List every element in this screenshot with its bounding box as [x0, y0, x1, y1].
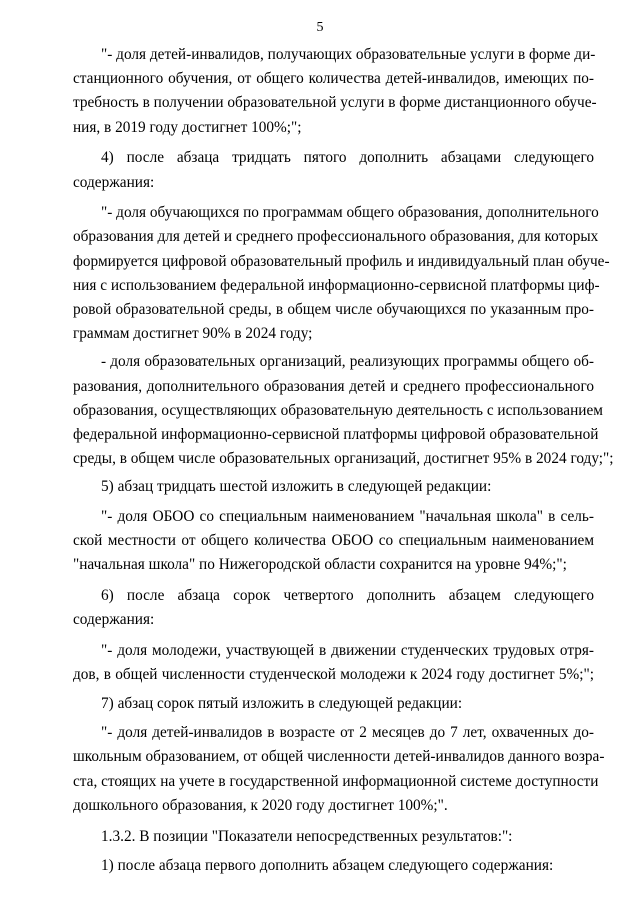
text-line: образования для детей и среднего профессионального образования, для которых	[73, 228, 599, 246]
paragraph	[91, 475, 594, 499]
page-number: 5	[316, 20, 324, 35]
text-line: "- доля обучающихся по программам общего образования, дополнительного	[101, 204, 599, 222]
text-line: 6) после абзаца сорок четвертого дополнить абзацем следующего	[101, 586, 594, 604]
document-body	[73, 43, 614, 878]
text-line: "- доля детей-инвалидов в возрасте от 2 месяцев до 7 лет, охваченных до-	[101, 724, 594, 742]
text-line: "- доля детей-инвалидов, получающих образовательные услуги в форме ди-	[101, 46, 596, 63]
paragraph	[73, 721, 605, 818]
text-line: среды, в общем числе образовательных организаций, достигнет 95% в 2024 году;";	[73, 450, 614, 468]
text-line: разования, дополнительного образования детей и среднего профессионального	[73, 377, 594, 395]
paragraph	[73, 350, 614, 471]
text-line: 1.3.2. В позиции "Показатели непосредственных результатов:":	[101, 827, 513, 845]
text-line: 4) после абзаца тридцать пятого дополнить абзацами следующего	[101, 149, 594, 167]
text-line: граммам достигнет 90% в 2024 году;	[73, 325, 313, 343]
paragraph	[73, 43, 597, 140]
text-line: ровой образовательной среды, в общем числе обучающихся по указанным про-	[73, 301, 594, 319]
text-line: требность в получении образовательной услуги в форме дистанционного обуче-	[73, 94, 597, 112]
text-line: станционного обучения, от общего количества детей-инвалидов, имеющих по-	[73, 70, 594, 88]
text-line: 5) абзац тридцать шестой изложить в следующей редакции:	[101, 478, 492, 496]
text-line: дошкольного образования, к 2020 году достигнет 100%;".	[73, 796, 448, 814]
text-line: ния, в 2019 году достигнет 100%;";	[73, 118, 302, 136]
text-line: федеральной информационно-сервисной платформы цифровой образовательной	[73, 426, 599, 444]
text-line: школьным образованием, от общей численности детей-инвалидов данного возра-	[73, 748, 605, 766]
text-line: формируется цифровой образовательный профиль и индивидуальный план обуче-	[73, 252, 610, 270]
text-line: 1) после абзаца первого дополнить абзацем следующего содержания:	[101, 856, 554, 874]
text-line: "начальная школа" по Нижегородской области сохранится на уровне 94%;";	[73, 556, 567, 574]
text-line: "- доля молодежи, участвующей в движении студенческих трудовых отря-	[101, 641, 594, 659]
paragraph	[73, 639, 594, 687]
text-line: ния с использованием федеральной информационно-сервисной платформы циф-	[73, 276, 600, 294]
paragraph	[91, 825, 594, 849]
paragraph	[73, 146, 594, 194]
paragraph	[73, 505, 594, 578]
paragraph	[73, 201, 610, 346]
text-line: дов, в общей численности студенческой молодежи к 2024 году достигнет 5%;";	[73, 665, 594, 683]
paragraph	[73, 584, 594, 632]
text-line: ста, стоящих на учете в государственной информационной системе доступности	[73, 772, 599, 790]
text-line: ской местности от общего количества ОБОО со специальным наименованием	[73, 531, 594, 549]
paragraph	[91, 854, 594, 878]
text-line: содержания:	[73, 610, 155, 628]
text-line: - доля образовательных организаций, реализующих программы общего об-	[101, 353, 594, 371]
text-line: содержания:	[73, 173, 155, 191]
text-line: "- доля ОБОО со специальным наименованием "начальная школа" в сель-	[101, 507, 594, 525]
text-line: образования, осуществляющих образовательную деятельность с использованием	[73, 401, 603, 419]
text-line: 7) абзац сорок пятый изложить в следующей редакции:	[101, 695, 463, 713]
paragraph	[91, 692, 594, 716]
